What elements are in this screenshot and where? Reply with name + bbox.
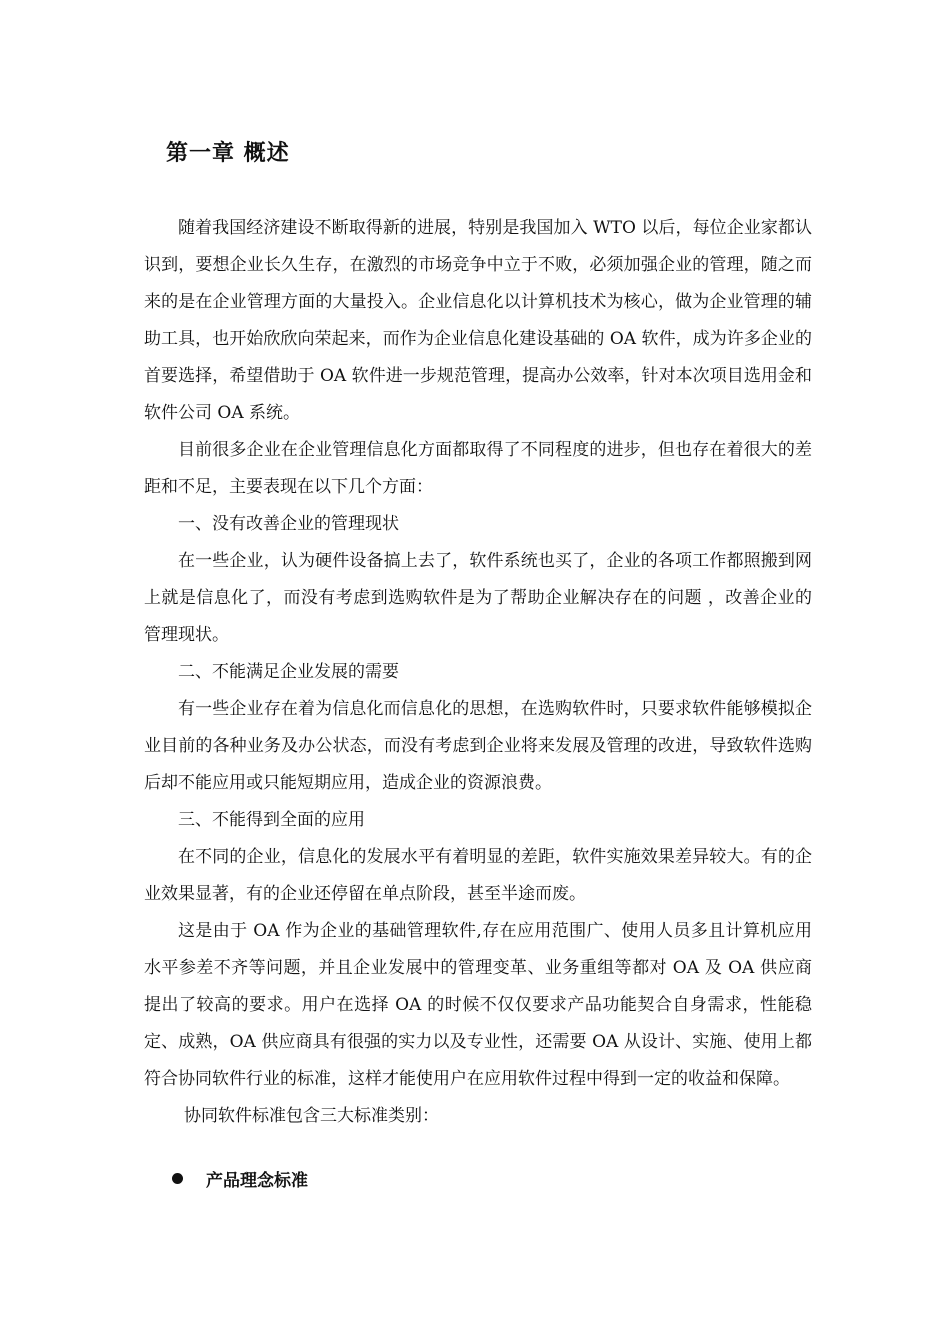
paragraph-oa-reason: 这是由于 OA 作为企业的基础管理软件,存在应用范围广、使用人员多且计算机应用水平参差不齐等问题，并且企业发展中的管理变革、业务重组等都对 OA 及 OA 供应商提出了较高的要求。用户在选择 OA 的时候不仅仅要求产品功能契合自身需求，性能稳定、成熟，OA 供应商具有很强的实力以及专业性，还需要 OA 从设计、实施、使用上都符合协同软件行业的标准，这样才能使用户在应用软件过程中得到一定的收益和保障。 [144,921,812,1089]
body-text [144,210,812,1135]
paragraph-current-status: 目前很多企业在企业管理信息化方面都取得了不同程度的进步，但也存在着很大的差距和不足，主要表现在以下几个方面： [144,440,812,497]
subheading-1: 一、没有改善企业的管理现状 [178,514,399,534]
paragraph-standards-intro: 协同软件标准包含三大标准类别： [184,1106,439,1126]
bullet-dot-icon [172,1173,183,1184]
bullet-item [172,1166,308,1191]
paragraph-3: 在不同的企业，信息化的发展水平有着明显的差距，软件实施效果差异较大。有的企业效果显著，有的企业还停留在单点阶段，甚至半途而废。 [144,847,812,904]
paragraph-2: 有一些企业存在着为信息化而信息化的思想，在选购软件时，只要求软件能够模拟企业目前的各种业务及办公状态，而没有考虑到企业将来发展及管理的改进，导致软件选购后却不能应用或只能短期应用，造成企业的资源浪费。 [144,699,812,793]
chapter-heading: 第一章 概述 [166,141,290,166]
paragraph-1: 在一些企业，认为硬件设备搞上去了，软件系统也买了，企业的各项工作都照搬到网上就是信息化了，而没有考虑到选购软件是为了帮助企业解决存在的问题 ，改善企业的管理现状。 [144,551,812,645]
paragraph-intro: 随着我国经济建设不断取得新的进展，特别是我国加入 WTO 以后，每位企业家都认识到，要想企业长久生存，在激烈的市场竞争中立于不败，必须加强企业的管理，随之而来的是在企业管理方面的大量投入。企业信息化以计算机技术为核心，做为企业管理的辅助工具，也开始欣欣向荣起来，而作为企业信息化建设基础的 OA 软件，成为许多企业的首要选择，希望借助于 OA 软件进一步规范管理，提高办公效率，针对本次项目选用金和软件公司 OA 系统。 [144,218,812,423]
subheading-3: 三、不能得到全面的应用 [178,810,365,830]
subheading-2: 二、不能满足企业发展的需要 [178,662,399,682]
bullet-item-label: 产品理念标准 [206,1171,308,1191]
